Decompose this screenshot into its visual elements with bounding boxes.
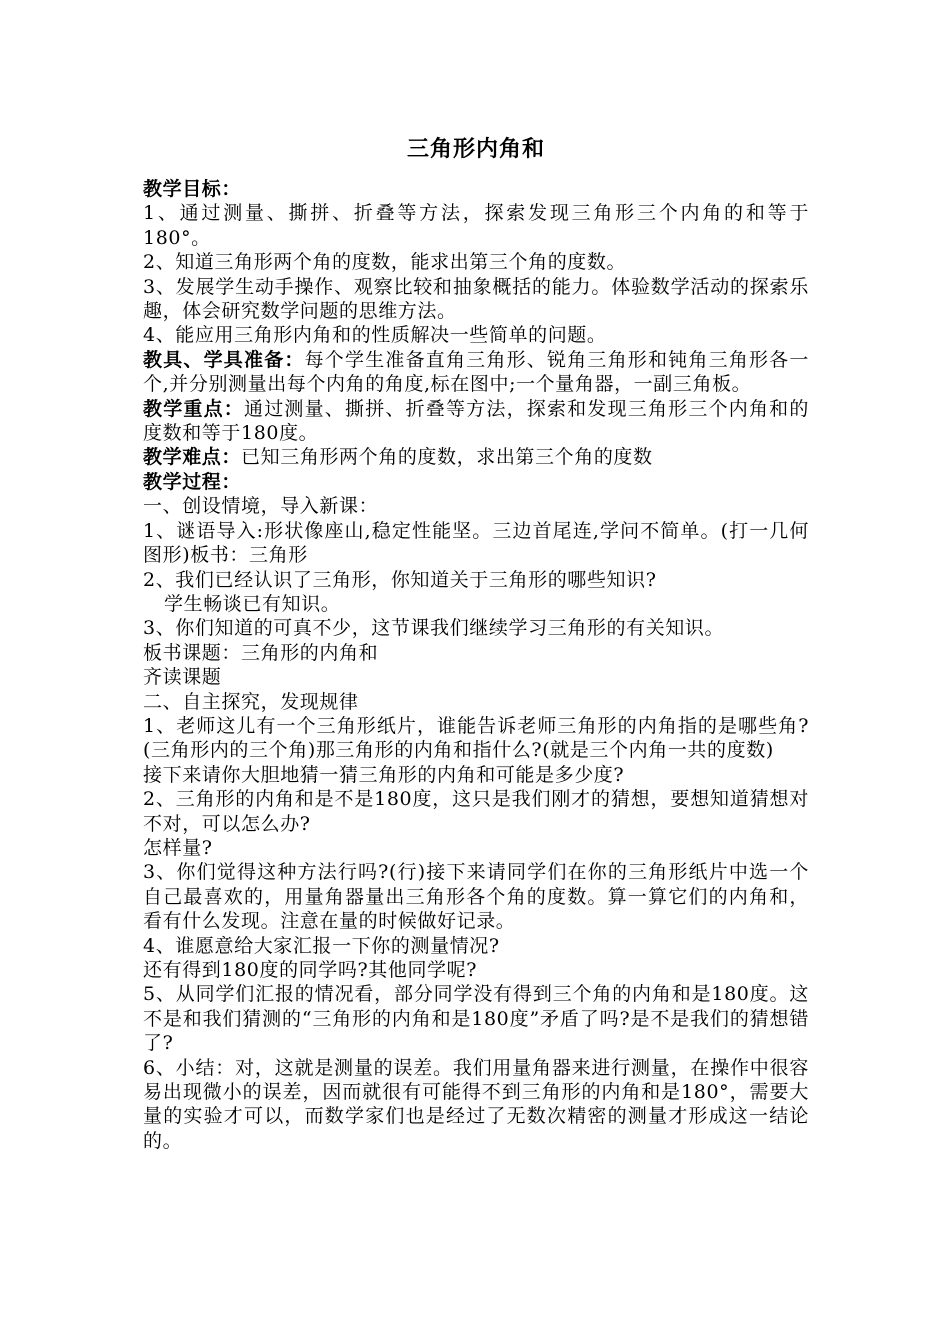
paragraph-text: 板书课题：三角形的内角和 bbox=[143, 641, 379, 664]
paragraph bbox=[143, 250, 809, 274]
paragraph-text: 怎样量? bbox=[143, 836, 213, 859]
paragraph bbox=[143, 787, 809, 836]
paragraph bbox=[143, 665, 809, 689]
paragraph bbox=[143, 323, 809, 347]
paragraph bbox=[143, 958, 809, 982]
paragraph-text: 3、你们觉得这种方法行吗?(行)接下来请同学们在你的三角形纸片中选一个自己最喜欢的，用量角器量出三角形各个角的度数。算一算它们的内角和，看有什么发现。注意在量的时候做好记录。 bbox=[143, 861, 809, 933]
paragraph-text: 6、小结：对，这就是测量的误差。我们用量角器来进行测量，在操作中很容易出现微小的误差，因而就很有可能得不到三角形的内角和是180°，需要大量的实验才可以，而数学家们也是经过了无数次精密的测量才形成这一结论的。 bbox=[143, 1056, 809, 1152]
paragraph-label: 教具、学具准备： bbox=[143, 348, 305, 371]
paragraph bbox=[143, 1056, 809, 1154]
document-page bbox=[143, 128, 809, 1153]
paragraph-text: 5、从同学们汇报的情况看，部分同学没有得到三个角的内角和是180度。这不是和我们猜测的“三角形的内角和是180度”矛盾了吗?是不是我们的猜想错了? bbox=[143, 983, 809, 1055]
paragraph bbox=[143, 445, 809, 469]
paragraph-text: 2、知道三角形两个角的度数，能求出第三个角的度数。 bbox=[143, 251, 627, 274]
paragraph-text: 3、发展学生动手操作、观察比较和抽象概括的能力。体验数学活动的探索乐趣，体会研究数学问题的思维方法。 bbox=[143, 275, 809, 323]
paragraph-text: 齐读课题 bbox=[143, 666, 222, 689]
paragraph-text: 1、通过测量、撕拼、折叠等方法，探索发现三角形三个内角的和等于180°。 bbox=[143, 202, 809, 249]
paragraph-text: 学生畅谈已有知识。 bbox=[164, 592, 341, 615]
document-title: 三角形内角和 bbox=[406, 136, 545, 162]
paragraph bbox=[143, 836, 809, 860]
paragraph-text: 2、三角形的内角和是不是180度，这只是我们刚才的猜想，要想知道猜想对不对，可以怎么办? bbox=[143, 788, 809, 835]
paragraph-text: 接下来请你大胆地猜一猜三角形的内角和可能是多少度? bbox=[143, 763, 625, 786]
paragraph bbox=[143, 494, 809, 518]
paragraph bbox=[143, 641, 809, 665]
paragraph bbox=[143, 470, 809, 494]
paragraph-text: 4、能应用三角形内角和的性质解决一些简单的问题。 bbox=[143, 324, 607, 347]
paragraph-text: 每个学生准备直角三角形、锐角三角形和钝角三角形各一个,并分别测量出每个内角的角度,标在图中;一个量角器，一副三角板。 bbox=[143, 348, 809, 396]
paragraph-text: 4、谁愿意给大家汇报一下你的测量情况? bbox=[143, 934, 500, 957]
paragraph-text: 2、我们已经认识了三角形，你知道关于三角形的哪些知识? bbox=[143, 568, 657, 591]
paragraph bbox=[143, 397, 809, 446]
paragraph bbox=[143, 690, 809, 714]
document-body bbox=[143, 177, 809, 1153]
paragraph bbox=[143, 201, 809, 250]
paragraph-text: 通过测量、撕拼、折叠等方法，探索和发现三角形三个内角和的度数和等于180度。 bbox=[143, 397, 809, 445]
paragraph-text: 二、自主探究，发现规律 bbox=[143, 690, 359, 713]
paragraph bbox=[143, 348, 809, 397]
paragraph bbox=[143, 592, 809, 616]
paragraph bbox=[143, 275, 809, 324]
paragraph-text: 已知三角形两个角的度数，求出第三个角的度数 bbox=[241, 446, 653, 469]
paragraph bbox=[143, 568, 809, 592]
paragraph-label: 教学重点： bbox=[143, 397, 244, 420]
paragraph-text: 还有得到180度的同学吗?其他同学呢? bbox=[143, 959, 478, 981]
paragraph-text: 一、创设情境，导入新课： bbox=[143, 495, 379, 518]
paragraph bbox=[143, 982, 809, 1055]
paragraph-text: 1、谜语导入:形状像座山,稳定性能坚。三边首尾连,学问不简单。(打一几何图形)板书：三角形 bbox=[143, 519, 809, 567]
paragraph bbox=[143, 177, 809, 201]
paragraph bbox=[143, 763, 809, 787]
paragraph bbox=[143, 616, 809, 640]
paragraph-text: 3、你们知道的可真不少，这节课我们继续学习三角形的有关知识。 bbox=[143, 617, 725, 640]
paragraph-text: 1、老师这儿有一个三角形纸片，谁能告诉老师三角形的内角指的是哪些角?(三角形内的三个角)那三角形的内角和指什么?(就是三个内角一共的度数) bbox=[143, 714, 809, 762]
paragraph bbox=[143, 519, 809, 568]
paragraph-label: 教学难点： bbox=[143, 446, 242, 469]
paragraph-label: 教学过程： bbox=[143, 470, 242, 493]
paragraph bbox=[143, 860, 809, 933]
paragraph-label: 教学目标： bbox=[143, 178, 242, 200]
paragraph bbox=[143, 934, 809, 958]
paragraph bbox=[143, 714, 809, 763]
